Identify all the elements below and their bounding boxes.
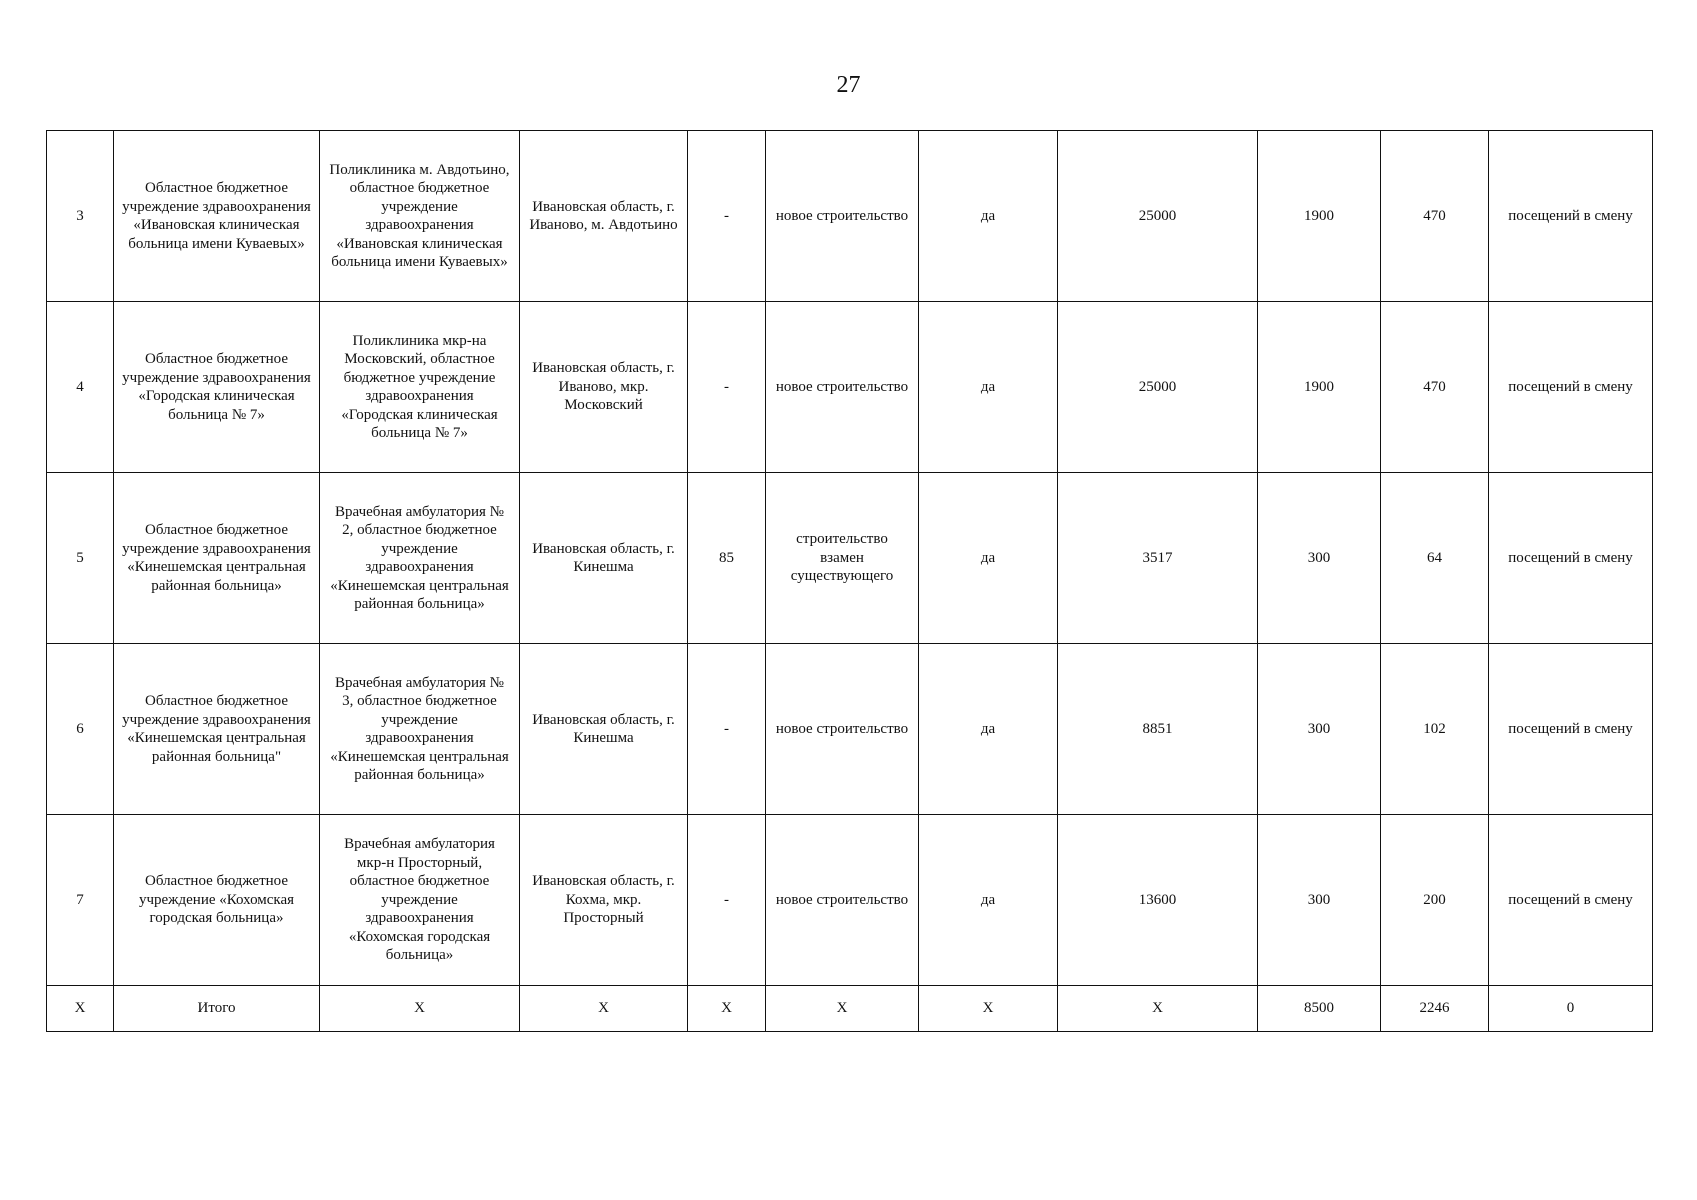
value-cell: 1900 <box>1258 131 1381 302</box>
flag-cell: да <box>919 815 1058 986</box>
institution-cell: Областное бюджетное учреждение «Кохомская городская больница» <box>114 815 320 986</box>
flag-cell: да <box>919 644 1058 815</box>
value-cell: 102 <box>1381 644 1489 815</box>
table-row <box>47 302 1653 473</box>
unit-cell: посещений в смену <box>1489 644 1653 815</box>
value-cell: - <box>688 815 766 986</box>
flag-cell: да <box>919 131 1058 302</box>
value-cell: 1900 <box>1258 302 1381 473</box>
value-cell: 300 <box>1258 473 1381 644</box>
unit-cell: посещений в смену <box>1489 131 1653 302</box>
value-cell: 470 <box>1381 302 1489 473</box>
value-cell: 85 <box>688 473 766 644</box>
table-row <box>47 815 1653 986</box>
institution-cell: Областное бюджетное учреждение здравоохранения «Кинешемская центральная районная больница» <box>114 473 320 644</box>
table-row <box>47 473 1653 644</box>
table-row <box>47 644 1653 815</box>
value-cell: - <box>688 131 766 302</box>
flag-cell: X <box>919 986 1058 1032</box>
unit-cell: посещений в смену <box>1489 302 1653 473</box>
construction-type-cell: строительство взамен существующего <box>766 473 919 644</box>
total-value: 8500 <box>1258 986 1381 1032</box>
value-cell: X <box>688 986 766 1032</box>
value-cell: 200 <box>1381 815 1489 986</box>
object-cell: Врачебная амбулатория мкр-н Просторный, областное бюджетное учреждение здравоохранения «Кохомская городская больница» <box>320 815 520 986</box>
institution-cell: Областное бюджетное учреждение здравоохранения «Ивановская клиническая больница имени Куваевых» <box>114 131 320 302</box>
unit-cell: посещений в смену <box>1489 815 1653 986</box>
value-cell: 64 <box>1381 473 1489 644</box>
object-cell: Поликлиника м. Авдотьино, областное бюджетное учреждение здравоохранения «Ивановская клиническая больница имени Куваевых» <box>320 131 520 302</box>
construction-type-cell: X <box>766 986 919 1032</box>
table-row <box>47 131 1653 302</box>
total-label: Итого <box>114 986 320 1032</box>
value-cell: 470 <box>1381 131 1489 302</box>
total-value: 0 <box>1489 986 1653 1032</box>
address-cell: Ивановская область, г. Кинешма <box>520 644 688 815</box>
row-number: 3 <box>47 131 114 302</box>
flag-cell: да <box>919 473 1058 644</box>
address-cell: Ивановская область, г. Кохма, мкр. Просторный <box>520 815 688 986</box>
value-cell: - <box>688 302 766 473</box>
page-number: 27 <box>836 72 861 98</box>
institution-cell: Областное бюджетное учреждение здравоохранения «Кинешемская центральная районная больница" <box>114 644 320 815</box>
address-cell: Ивановская область, г. Иваново, м. Авдотьино <box>520 131 688 302</box>
value-cell: 3517 <box>1058 473 1258 644</box>
object-cell: Врачебная амбулатория № 3, областное бюджетное учреждение здравоохранения «Кинешемская центральная районная больница» <box>320 644 520 815</box>
value-cell: 300 <box>1258 644 1381 815</box>
address-cell: X <box>520 986 688 1032</box>
value-cell: 25000 <box>1058 131 1258 302</box>
address-cell: Ивановская область, г. Иваново, мкр. Московский <box>520 302 688 473</box>
row-number: X <box>47 986 114 1032</box>
row-number: 5 <box>47 473 114 644</box>
flag-cell: да <box>919 302 1058 473</box>
row-number: 4 <box>47 302 114 473</box>
value-cell: 300 <box>1258 815 1381 986</box>
object-cell: X <box>320 986 520 1032</box>
institution-cell: Областное бюджетное учреждение здравоохранения «Городская клиническая больница № 7» <box>114 302 320 473</box>
value-cell: 13600 <box>1058 815 1258 986</box>
construction-type-cell: новое строительство <box>766 644 919 815</box>
value-cell: - <box>688 644 766 815</box>
value-cell: 8851 <box>1058 644 1258 815</box>
value-cell: 25000 <box>1058 302 1258 473</box>
value-cell: X <box>1058 986 1258 1032</box>
total-value: 2246 <box>1381 986 1489 1032</box>
construction-type-cell: новое строительство <box>766 302 919 473</box>
row-number: 7 <box>47 815 114 986</box>
object-cell: Поликлиника мкр-на Московский, областное бюджетное учреждение здравоохранения «Городская клиническая больница № 7» <box>320 302 520 473</box>
row-number: 6 <box>47 644 114 815</box>
facilities-table <box>46 130 1653 1032</box>
construction-type-cell: новое строительство <box>766 815 919 986</box>
address-cell: Ивановская область, г. Кинешма <box>520 473 688 644</box>
unit-cell: посещений в смену <box>1489 473 1653 644</box>
total-row <box>47 986 1653 1032</box>
construction-type-cell: новое строительство <box>766 131 919 302</box>
object-cell: Врачебная амбулатория № 2, областное бюджетное учреждение здравоохранения «Кинешемская центральная районная больница» <box>320 473 520 644</box>
